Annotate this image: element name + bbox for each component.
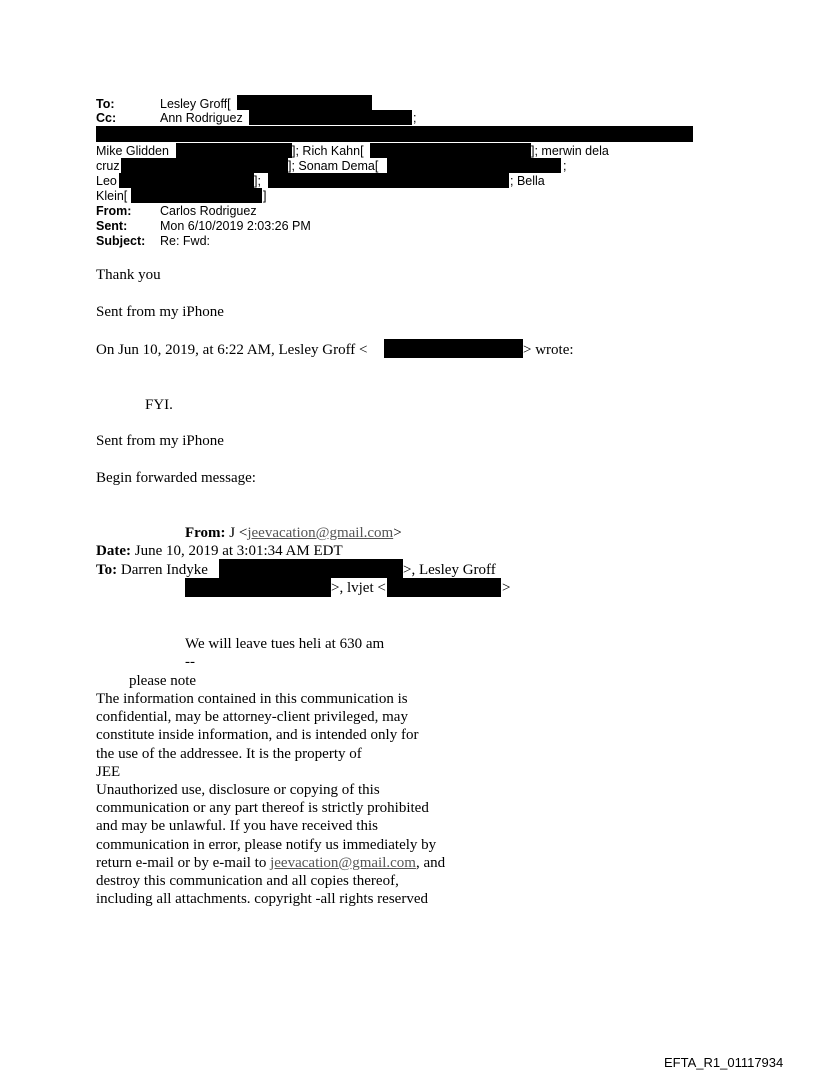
disclaimer-line: Unauthorized use, disclosure or copying of this	[96, 782, 380, 799]
fwd-to-label: To:	[96, 562, 118, 578]
cc-bella: ; Bella	[510, 174, 545, 188]
cc-merwin: ]; merwin dela	[531, 144, 609, 158]
sent-value: Mon 6/10/2019 2:03:26 PM	[160, 219, 311, 233]
disclaimer-block	[96, 690, 445, 908]
fwd-to-line	[96, 561, 208, 579]
disclaimer-email-line	[96, 854, 445, 872]
sent-from-iphone: Sent from my iPhone	[96, 304, 224, 320]
quote-intro-suffix: > wrote:	[523, 342, 574, 358]
disclaimer-line: communication in error, please notify us immediately by	[96, 836, 437, 853]
cc-sonam: ]; Sonam Dema[	[288, 159, 379, 173]
redaction-box	[249, 110, 412, 125]
cc-mike: Mike Glidden	[96, 144, 169, 158]
fwd-message: We will leave tues heli at 630 am	[185, 636, 385, 652]
document-id: EFTA_R1_01117934	[664, 1055, 784, 1070]
redaction-box	[185, 578, 331, 597]
fwd-date-label: Date:	[96, 543, 131, 559]
cc-semicolon: ;	[563, 159, 567, 173]
disclaimer-email-link[interactable]: jeevacation@gmail.com	[270, 854, 416, 871]
disclaimer-line: and may be unlawful. If you have received this	[96, 818, 378, 835]
fyi-text: FYI.	[145, 397, 173, 413]
disclaimer-line: confidential, may be attorney-client privileged, may	[96, 709, 408, 726]
fwd-from-suffix: >	[393, 525, 402, 541]
cc-separator: ;	[413, 111, 417, 125]
sent-from-iphone-2: Sent from my iPhone	[96, 433, 224, 449]
redaction-box	[131, 188, 262, 203]
redaction-box	[387, 158, 561, 173]
redaction-box	[121, 158, 288, 173]
redaction-box	[176, 143, 292, 158]
redaction-box	[370, 143, 531, 158]
fwd-from-label: From:	[185, 525, 226, 541]
redaction-box	[119, 173, 254, 188]
fwd-from-email-link[interactable]: jeevacation@gmail.com	[247, 525, 394, 541]
cc-rich: ]; Rich Kahn[	[292, 144, 364, 158]
quote-intro: On Jun 10, 2019, at 6:22 AM, Lesley Groff <	[96, 342, 368, 358]
disclaimer-email-suffix: , and	[415, 854, 446, 871]
redaction-box	[268, 173, 509, 188]
disclaimer-line: constitute inside information, and is intended only for	[96, 727, 419, 744]
cc-leo-close: ];	[254, 174, 261, 188]
subject-label: Subject:	[96, 234, 146, 248]
cc-cruz: cruz	[96, 159, 120, 173]
redaction-box	[219, 559, 403, 578]
disclaimer-line: JEE	[96, 763, 121, 780]
redaction-box	[387, 578, 501, 597]
redaction-box	[237, 95, 372, 110]
thank-you-text: Thank you	[96, 267, 161, 283]
to-value: Lesley Groff[	[160, 97, 231, 111]
from-label: From:	[96, 204, 132, 218]
redaction-box	[384, 339, 523, 358]
from-value: Carlos Rodriguez	[160, 204, 257, 218]
disclaimer-line: destroy this communication and all copies thereof,	[96, 873, 399, 890]
cc-leo: Leo	[96, 174, 117, 188]
cc-klein: Klein[	[96, 189, 128, 203]
fwd-date-line	[96, 542, 343, 560]
disclaimer-line: The information contained in this communication is	[96, 691, 408, 707]
fwd-to-lvjet: >, lvjet <	[331, 580, 386, 596]
fwd-from-line	[185, 524, 402, 542]
sent-label: Sent:	[96, 219, 128, 233]
cc-klein-close: ]	[263, 189, 267, 203]
fwd-date-value: June 10, 2019 at 3:01:34 AM EDT	[130, 543, 343, 559]
disclaimer-email-prefix: return e-mail or by e-mail to	[96, 854, 271, 871]
fwd-to-value: Darren Indyke	[117, 562, 208, 578]
fwd-to-groff: >, Lesley Groff	[403, 562, 496, 578]
begin-forwarded: Begin forwarded message:	[96, 470, 256, 486]
cc-value: Ann Rodriguez	[160, 111, 243, 125]
please-note: please note	[129, 673, 197, 689]
disclaimer-line: the use of the addressee. It is the property of	[96, 745, 362, 762]
fwd-from-prefix: J <	[225, 525, 248, 541]
signature-dash: --	[185, 654, 195, 670]
disclaimer-line: including all attachments. copyright -all rights reserved	[96, 891, 428, 908]
disclaimer-line: communication or any part thereof is strictly prohibited	[96, 800, 429, 817]
redaction-box	[96, 126, 693, 142]
to-label: To:	[96, 97, 115, 111]
cc-label: Cc:	[96, 111, 117, 125]
subject-value: Re: Fwd:	[160, 234, 211, 248]
fwd-to-end: >	[502, 580, 511, 596]
